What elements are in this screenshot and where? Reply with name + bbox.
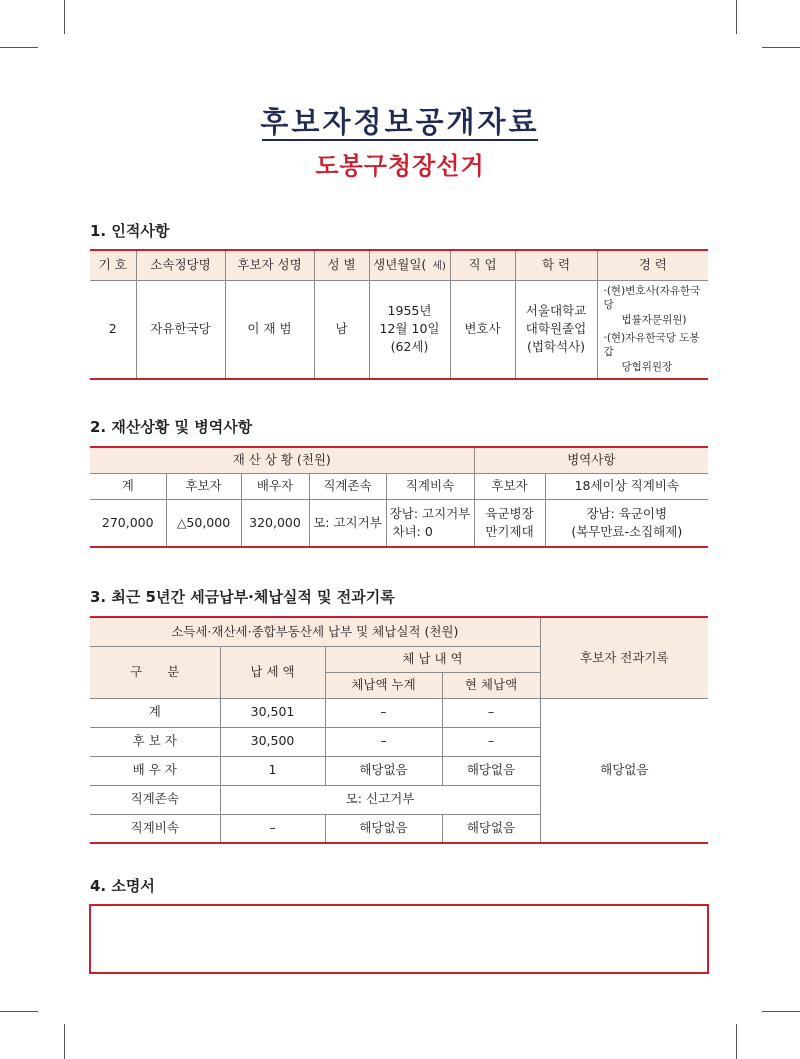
header-birth	[369, 250, 450, 280]
asset-candidate: △50,000	[166, 499, 241, 547]
assets-military-table	[90, 446, 708, 548]
candidate-party: 자유한국당	[136, 280, 225, 379]
header-military: 병역사항	[474, 447, 708, 473]
candidate-education	[515, 280, 597, 379]
tax-row-current: 해당없음	[442, 814, 540, 843]
crop-mark	[736, 1024, 737, 1059]
education-line: 서울대학교	[525, 303, 587, 319]
military-line: 장남: 육군이병	[586, 505, 668, 521]
career-line: ·(현)변호사(자유한국당	[603, 284, 701, 312]
crop-mark	[64, 0, 65, 34]
tax-row-paid: 30,500	[220, 727, 325, 756]
candidate-career	[597, 280, 708, 379]
title-underline	[262, 139, 538, 141]
header-number: 기 호	[90, 250, 136, 280]
header-current: 현 체납액	[442, 672, 540, 698]
tax-row-cumulative: –	[325, 698, 442, 727]
education-line: (법학석사)	[526, 339, 586, 355]
personal-info-table	[90, 249, 708, 380]
military-line: 육군병장	[485, 505, 534, 521]
header-gender: 성 별	[314, 250, 369, 280]
header-arrears: 체 납 내 역	[325, 646, 540, 672]
header-paid: 납 세 액	[220, 646, 325, 698]
crop-mark	[736, 0, 737, 34]
asset-descendant	[386, 499, 474, 547]
career-item	[604, 331, 709, 375]
header-cumulative: 체납액 누계	[325, 672, 442, 698]
header-tax-main: 소득세·재산세·종합부동산세 납부 및 체납실적 (천원)	[90, 617, 540, 646]
career-line: 당협위원장	[621, 361, 673, 374]
statement-box	[89, 904, 709, 974]
tax-row-cumulative: 해당없음	[325, 756, 442, 785]
col-spouse: 배우자	[241, 473, 309, 499]
tax-row-cumulative: –	[325, 727, 442, 756]
tax-row-paid: –	[220, 814, 325, 843]
military-line: (복무만료-소집해제)	[571, 523, 683, 539]
header-career: 경 력	[597, 250, 708, 280]
military-descendant	[545, 499, 708, 547]
descendant-line: 차녀: 0	[392, 523, 433, 539]
education-line: 대학원졸업	[525, 321, 587, 337]
crop-mark	[762, 1011, 800, 1012]
col-descendant: 직계비속	[386, 473, 474, 499]
crop-mark	[64, 1024, 65, 1059]
candidate-birth	[369, 280, 450, 379]
birth-year: 1955년	[387, 303, 432, 319]
military-candidate	[474, 499, 545, 547]
col-total: 계	[90, 473, 166, 499]
career-line: 법률자문위원)	[621, 314, 687, 327]
section-heading-assets: 2. 재산상황 및 병역사항	[90, 418, 253, 436]
section-heading-personal: 1. 인적사항	[90, 222, 170, 240]
tax-record-table	[90, 616, 708, 844]
asset-ascendant: 모: 고지거부	[309, 499, 386, 547]
tax-row-current: –	[442, 698, 540, 727]
section-heading-tax: 3. 최근 5년간 세금납부·체납실적 및 전과기록	[90, 588, 395, 606]
header-age-label: 세)	[432, 261, 446, 272]
col-military-candidate: 후보자	[474, 473, 545, 499]
career-item	[604, 284, 709, 328]
header-birth-label: 생년월일(	[373, 257, 427, 272]
asset-total: 270,000	[90, 499, 166, 547]
birth-date: 12월 10일	[379, 321, 440, 337]
tax-row-label: 직계존속	[90, 785, 220, 814]
header-property: 재 산 상 황 (천원)	[90, 447, 474, 473]
candidate-job: 변호사	[450, 280, 515, 379]
header-criminal-record: 후보자 전과기록	[540, 617, 708, 698]
candidate-number: 2	[90, 280, 136, 379]
page-title: 후보자정보공개자료	[260, 105, 540, 139]
header-education: 학 력	[515, 250, 597, 280]
military-line: 만기제대	[485, 523, 534, 539]
birth-age: (62세)	[390, 339, 429, 355]
tax-row-label: 직계비속	[90, 814, 220, 843]
tax-row-merged: 모: 신고거부	[220, 785, 540, 814]
crop-mark	[0, 47, 38, 48]
tax-row-current: –	[442, 727, 540, 756]
asset-spouse: 320,000	[241, 499, 309, 547]
descendant-line: 장남: 고지거부	[389, 505, 471, 521]
career-line: ·(현)자유한국당 도봉갑	[603, 331, 700, 359]
candidate-name: 이 재 범	[225, 280, 314, 379]
col-military-descendant: 18세이상 직계비속	[545, 473, 708, 499]
header-name: 후보자 성명	[225, 250, 314, 280]
header-party: 소속정당명	[136, 250, 225, 280]
criminal-record-value: 해당없음	[540, 698, 708, 843]
tax-row-paid: 30,501	[220, 698, 325, 727]
header-category: 구 분	[90, 646, 220, 698]
tax-row-current: 해당없음	[442, 756, 540, 785]
col-ascendant: 직계존속	[309, 473, 386, 499]
tax-row-cumulative: 해당없음	[325, 814, 442, 843]
tax-row-paid: 1	[220, 756, 325, 785]
crop-mark	[0, 1011, 38, 1012]
header-job: 직 업	[450, 250, 515, 280]
tax-row-label: 배 우 자	[90, 756, 220, 785]
tax-row-label: 계	[90, 698, 220, 727]
page-subtitle: 도봉구청장선거	[315, 152, 485, 180]
crop-mark	[762, 47, 800, 48]
tax-row-label: 후 보 자	[90, 727, 220, 756]
candidate-gender: 남	[314, 280, 369, 379]
col-candidate: 후보자	[166, 473, 241, 499]
section-heading-statement: 4. 소명서	[90, 877, 155, 895]
